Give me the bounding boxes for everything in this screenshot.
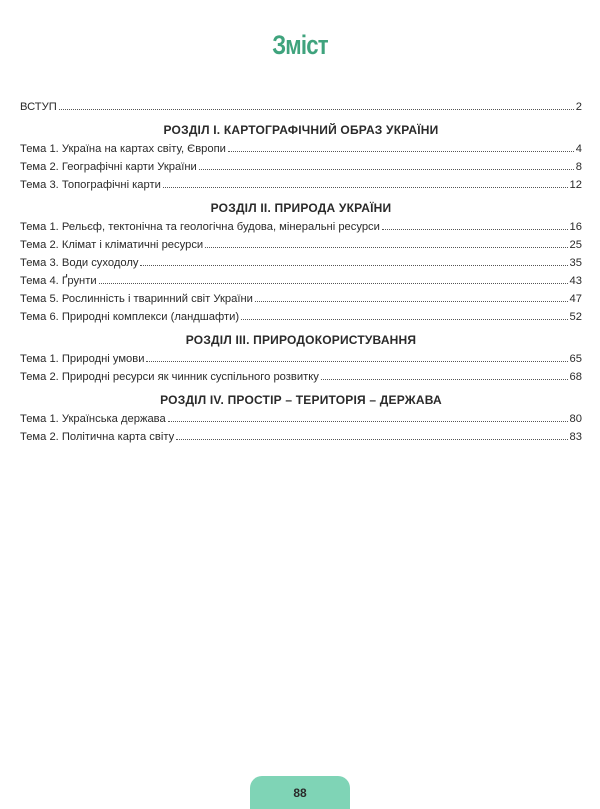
toc-entry-page: 43 [569, 275, 582, 287]
table-of-contents [20, 98, 582, 446]
dot-leader [140, 265, 567, 266]
dot-leader [168, 421, 568, 422]
toc-entry-label: Тема 6. Природні комплекси (ландшафти) [20, 311, 240, 323]
toc-entry-page: 2 [575, 101, 582, 113]
dot-leader [59, 109, 574, 110]
toc-entry-page: 65 [569, 353, 582, 365]
toc-entry-label: Тема 3. Води суходолу [20, 257, 139, 269]
toc-entry-page: 47 [569, 293, 582, 305]
toc-entry[interactable] [20, 350, 582, 368]
toc-entry-page: 25 [569, 239, 582, 251]
toc-entry-page: 83 [569, 431, 582, 443]
toc-entry-page: 68 [569, 371, 582, 383]
toc-entry[interactable] [20, 176, 582, 194]
dot-leader [99, 283, 568, 284]
toc-entry-label: Тема 5. Рослинність і тваринний світ України [20, 293, 253, 305]
toc-entry[interactable] [20, 290, 582, 308]
toc-entry[interactable] [20, 428, 582, 446]
page-title: Зміст [272, 30, 328, 60]
toc-entry[interactable] [20, 254, 582, 272]
toc-entry-label: Тема 1. Українська держава [20, 413, 166, 425]
toc-entry[interactable] [20, 140, 582, 158]
dot-leader [163, 187, 568, 188]
toc-entry-label: Тема 2. Географічні карти України [20, 161, 197, 173]
dot-leader [228, 151, 574, 152]
toc-entry[interactable] [20, 158, 582, 176]
toc-entry-label: Тема 2. Клімат і кліматичні ресурси [20, 239, 204, 251]
toc-entry-page: 4 [575, 143, 582, 155]
dot-leader [205, 247, 567, 248]
toc-entry[interactable] [20, 218, 582, 236]
toc-entry-page: 12 [569, 179, 582, 191]
section-heading: РОЗДІЛ ІІ. ПРИРОДА УКРАЇНИ [210, 201, 392, 215]
toc-entry-label: Тема 3. Топографічні карти [20, 179, 161, 191]
section-heading: РОЗДІЛ IV. ПРОСТІР – ТЕРИТОРІЯ – ДЕРЖАВА [160, 393, 442, 407]
toc-entry-label: Тема 2. Політична карта світу [20, 431, 175, 443]
toc-entry-label: Тема 2. Природні ресурси як чинник суспільного розвитку [20, 371, 319, 383]
toc-entry[interactable] [20, 308, 582, 326]
toc-entry-page: 52 [569, 311, 582, 323]
toc-entry-page: 8 [575, 161, 582, 173]
toc-entry-page: 16 [569, 221, 582, 233]
dot-leader [382, 229, 568, 230]
dot-leader [321, 379, 568, 380]
page-number-badge: 88 [250, 776, 350, 809]
toc-entry-page: 35 [569, 257, 582, 269]
toc-entry-label: Тема 1. Рельєф, тектонічна та геологічна будова, мінеральні ресурси [20, 221, 380, 233]
dot-leader [146, 361, 567, 362]
toc-entry[interactable] [20, 236, 582, 254]
dot-leader [176, 439, 567, 440]
toc-entry-label: Тема 4. Ґрунти [20, 275, 97, 287]
toc-entry-label: ВСТУП [20, 101, 57, 113]
toc-entry[interactable] [20, 410, 582, 428]
toc-entry[interactable] [20, 368, 582, 386]
toc-entry-label: Тема 1. Україна на картах світу, Європи [20, 143, 226, 155]
section-heading: РОЗДІЛ І. КАРТОГРАФІЧНИЙ ОБРАЗ УКРАЇНИ [163, 123, 439, 137]
dot-leader [255, 301, 568, 302]
toc-entry-label: Тема 1. Природні умови [20, 353, 145, 365]
toc-entry-intro[interactable] [20, 98, 582, 116]
toc-entry[interactable] [20, 272, 582, 290]
dot-leader [199, 169, 574, 170]
dot-leader [241, 319, 568, 320]
toc-entry-page: 80 [569, 413, 582, 425]
section-heading: РОЗДІЛ ІІІ. ПРИРОДОКОРИСТУВАННЯ [185, 333, 417, 347]
